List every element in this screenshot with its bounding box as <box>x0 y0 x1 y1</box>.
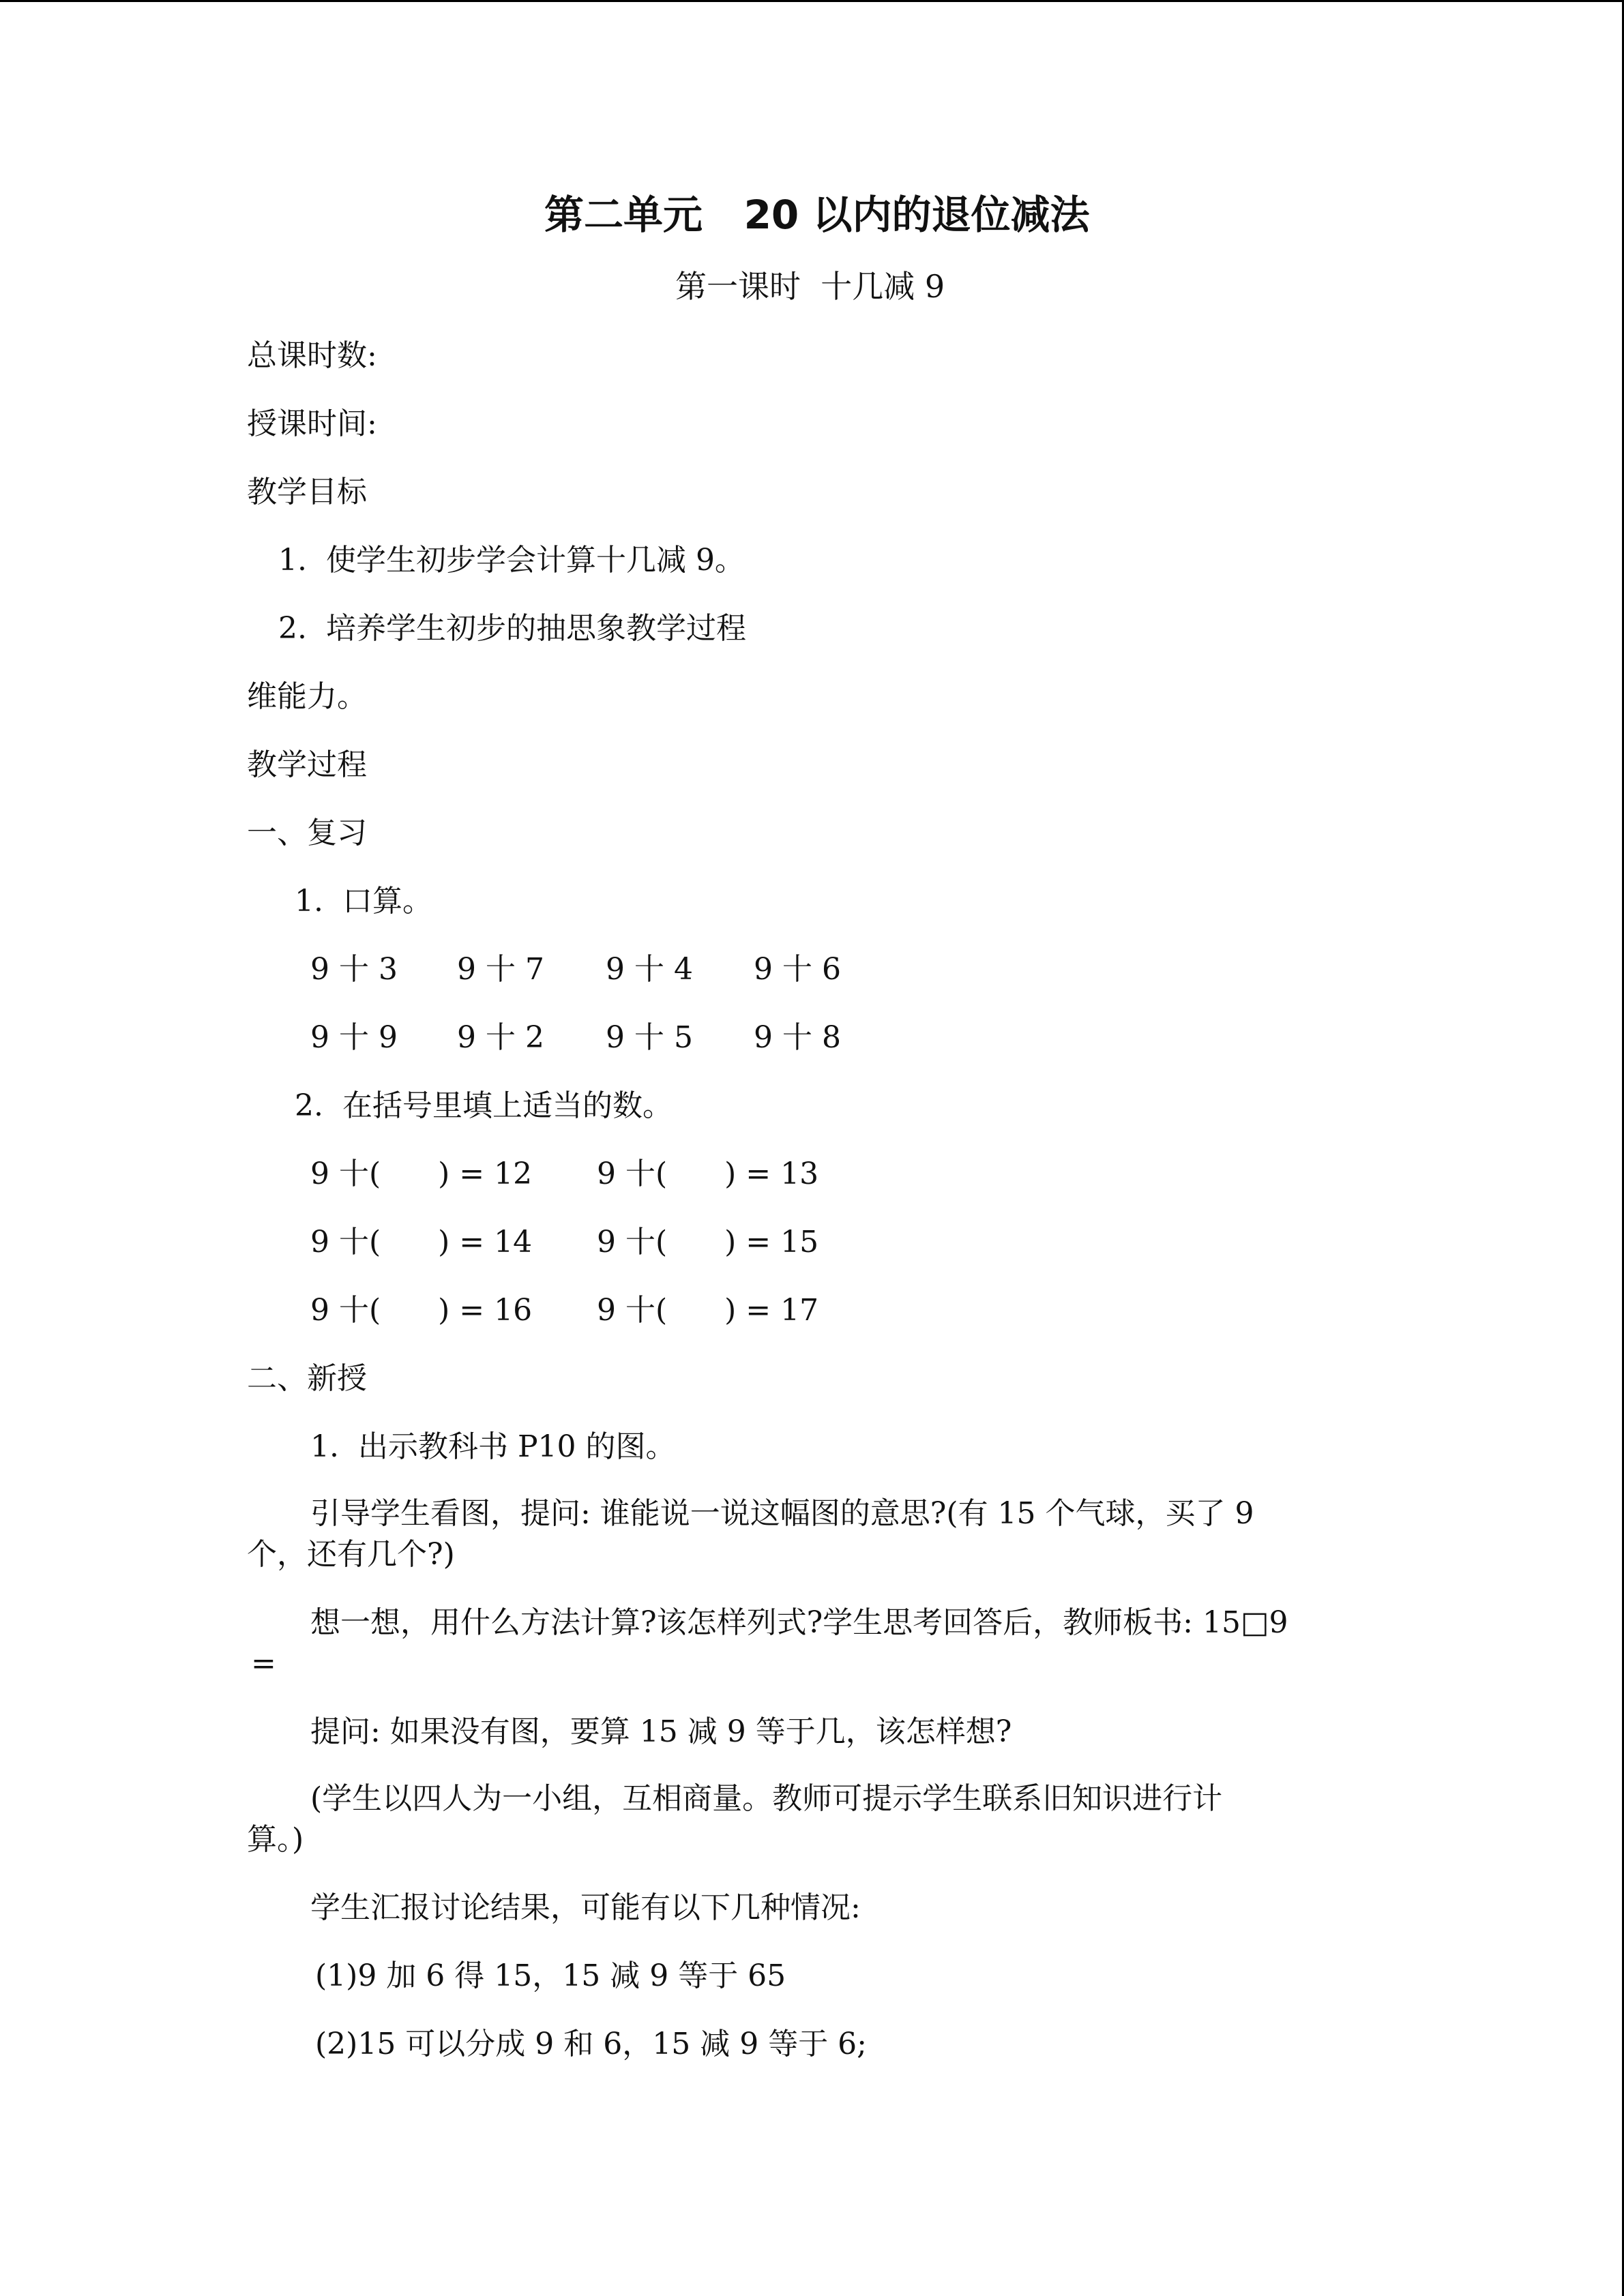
teach-time-label: 授课时间: <box>247 406 377 441</box>
group-paragraph-line1: (学生以四人为一小组，互相商量。教师可提示学生联系旧知识进行计 <box>310 1781 1223 1816</box>
oral-calc-item: 9 十 9 <box>310 1020 398 1055</box>
oral-calc-item: 9 十 7 <box>457 952 544 987</box>
guide-paragraph-line2: 个，还有几个?) <box>247 1537 455 1572</box>
oral-calc-item: 9 十 3 <box>310 952 398 987</box>
process-heading: 教学过程 <box>247 747 367 782</box>
ask-paragraph: 提问: 如果没有图，要算 15 减 9 等于几，该怎样想? <box>310 1714 1012 1749</box>
page-border-top <box>0 0 1624 2</box>
fill-blank-item: 9 十( ) = 14 <box>310 1225 533 1259</box>
oral-calc-item: 9 十 6 <box>754 952 841 987</box>
think-paragraph-line2: = <box>251 1646 276 1681</box>
report-paragraph: 学生汇报讨论结果，可能有以下几种情况: <box>310 1890 861 1925</box>
oral-calc-item: 9 十 5 <box>606 1020 693 1055</box>
goal-item-1: 1. 使学生初步学会计算十几减 9。 <box>278 543 745 578</box>
think-paragraph-line1: 想一想，用什么方法计算?该怎样列式?学生思考回答后，教师板书: 15□9 <box>310 1605 1288 1640</box>
review-item-2: 2. 在括号里填上适当的数。 <box>295 1088 673 1123</box>
goals-heading: 教学目标 <box>247 475 367 509</box>
guide-paragraph-line1: 引导学生看图，提问: 谁能说一说这幅图的意思?(有 15 个气球，买了 9 <box>310 1496 1254 1531</box>
case-item-1: (1)9 加 6 得 15，15 减 9 等于 65 <box>315 1958 786 1993</box>
section-new-heading: 二、新授 <box>247 1361 367 1396</box>
goal-item-2: 2. 培养学生初步的抽思象教学过程 <box>278 611 746 646</box>
page-title: 第二单元 20 以内的退位减法 <box>544 192 1090 238</box>
oral-calc-item: 9 十 8 <box>754 1020 841 1055</box>
fill-blank-item: 9 十( ) = 15 <box>597 1225 819 1259</box>
total-hours-label: 总课时数: <box>247 338 377 373</box>
new-item-1: 1. 出示教科书 P10 的图。 <box>310 1429 676 1464</box>
case-item-2: (2)15 可以分成 9 和 6，15 减 9 等于 6; <box>315 2027 867 2061</box>
group-paragraph-line2: 算。) <box>247 1822 304 1857</box>
oral-calc-item: 9 十 4 <box>606 952 693 987</box>
fill-blank-item: 9 十( ) = 12 <box>310 1157 533 1191</box>
oral-calc-item: 9 十 2 <box>457 1020 544 1055</box>
section-review-heading: 一、复习 <box>247 816 367 850</box>
review-item-1: 1. 口算。 <box>295 884 432 919</box>
fill-blank-item: 9 十( ) = 13 <box>597 1157 819 1191</box>
fill-blank-item: 9 十( ) = 17 <box>597 1293 819 1328</box>
lesson-subtitle: 第一课时 十几减 9 <box>675 268 945 305</box>
fill-blank-item: 9 十( ) = 16 <box>310 1293 533 1328</box>
goal-item-2-continued: 维能力。 <box>247 679 367 714</box>
